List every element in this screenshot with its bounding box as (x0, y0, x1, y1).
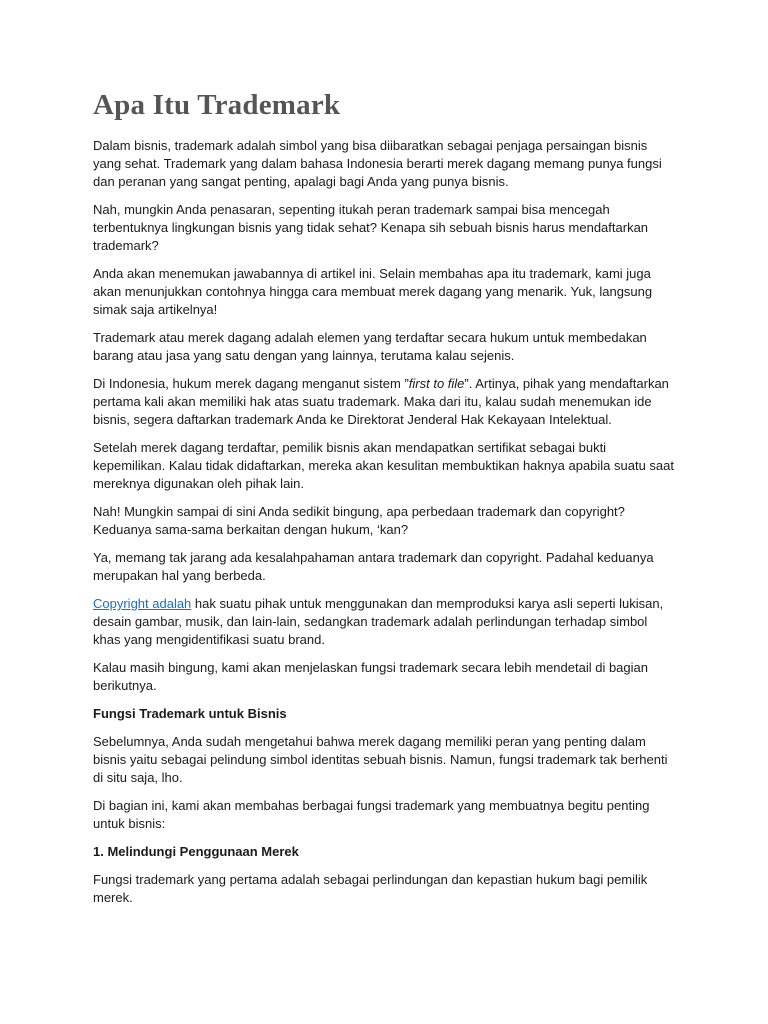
document-title: Apa Itu Trademark (93, 89, 341, 121)
subsection-heading-1: 1. Melindungi Penggunaan Merek (93, 844, 299, 859)
text-run: Di Indonesia, hukum merek dagang menganut sistem ” (93, 376, 409, 391)
paragraph: Setelah merek dagang terdaftar, pemilik bisnis akan mendapatkan sertifikat sebagai bukti kepemilikan. Kalau tidak didaftarkan, mereka akan kesulitan membuktikan haknya apabila suatu saat mereknya digunakan oleh pihak lain. (93, 440, 675, 491)
paragraph: Di bagian ini, kami akan membahas berbagai fungsi trademark yang membuatnya begitu penting untuk bisnis: (93, 798, 650, 831)
paragraph: Dalam bisnis, trademark adalah simbol yang bisa diibaratkan sebagai penjaga persaingan bisnis yang sehat. Trademark yang dalam bahasa Indonesia berarti merek dagang memang punya fungsi dan peranan yang sangat penting, apalagi bagi Anda yang punya bisnis. (93, 138, 662, 189)
paragraph-copyright (93, 595, 678, 649)
paragraph: Fungsi trademark yang pertama adalah sebagai perlindungan dan kepastian hukum bagi pemilik merek. (93, 872, 648, 905)
section-heading-fungsi: Fungsi Trademark untuk Bisnis (93, 706, 287, 721)
paragraph: Nah, mungkin Anda penasaran, sepenting itukah peran trademark sampai bisa mencegah terbentuknya lingkungan bisnis yang tidak sehat? Kenapa sih sebuah bisnis harus mendaftarkan trademark? (93, 202, 649, 253)
paragraph-first-to-file (93, 375, 678, 429)
paragraph: Ya, memang tak jarang ada kesalahpahaman antara trademark dan copyright. Padahal keduanya merupakan hal yang berbeda. (93, 550, 654, 583)
paragraph: Nah! Mungkin sampai di sini Anda sedikit bingung, apa perbedaan trademark dan copyright? Keduanya sama-sama berkaitan dengan hukum, ‘kan? (93, 504, 625, 537)
italic-term: first to file (408, 376, 465, 391)
paragraph: Trademark atau merek dagang adalah elemen yang terdaftar secara hukum untuk membedakan barang atau jasa yang satu dengan yang lainnya, terutama kalau sejenis. (93, 330, 647, 363)
paragraph: Sebelumnya, Anda sudah mengetahui bahwa merek dagang memiliki peran yang penting dalam bisnis yaitu sebagai pelindung simbol identitas sebuah bisnis. Namun, fungsi trademark tak berhenti di situ saja, lho. (93, 734, 668, 785)
copyright-link[interactable]: Copyright adalah (93, 596, 192, 611)
document-page (93, 86, 678, 917)
paragraph: Anda akan menemukan jawabannya di artikel ini. Selain membahas apa itu trademark, kami juga akan menunjukkan contohnya hingga cara membuat merek dagang yang menarik. Yuk, langsung simak saja artikelnya! (93, 266, 653, 317)
text-run: ”. Artinya, pihak yang mendaftarkan pertama kali akan memiliki hak atas suatu trademark. Maka dari itu, kalau sudah menemukan ide bisnis, segera daftarkan trademark Anda ke Direktorat Jenderal Hak Kekayaan Intelektual. (93, 376, 669, 427)
paragraph: Kalau masih bingung, kami akan menjelaskan fungsi trademark secara lebih mendetail di bagian berikutnya. (93, 660, 648, 693)
text-run: hak suatu pihak untuk menggunakan dan memproduksi karya asli seperti lukisan, desain gambar, musik, dan lain-lain, sedangkan trademark adalah perlindungan terhadap simbol khas yang mengidentifikasi suatu brand. (93, 596, 664, 647)
